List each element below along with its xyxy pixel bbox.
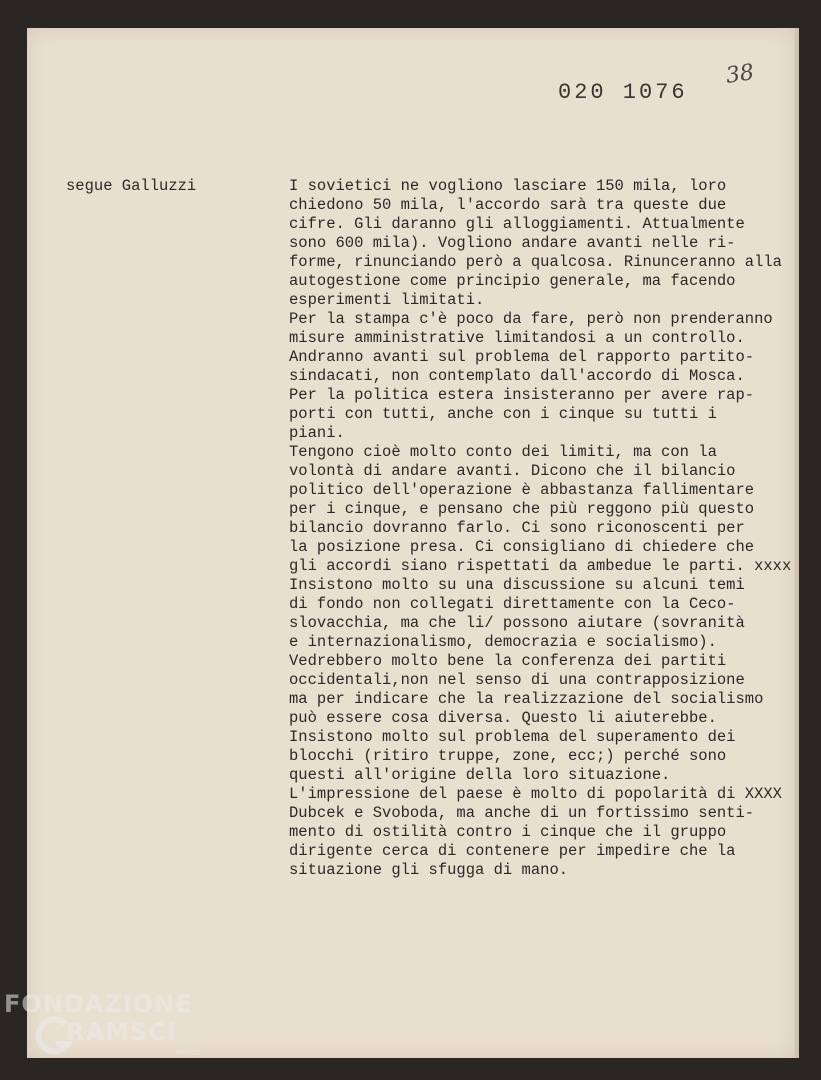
text-line: questi all'origine della loro situazione. [289, 766, 671, 784]
text-line: sindacati, non contemplato dall'accordo di Mosca. [289, 367, 745, 385]
text-line: bilancio dovranno farlo. Ci sono riconoscenti per [289, 519, 745, 537]
text-line: cifre. Gli daranno gli alloggiamenti. Attualmente [289, 215, 745, 233]
text-line: porti con tutti, anche con i cinque su tutti i [289, 405, 717, 423]
text-line: piani. [289, 424, 345, 442]
text-line: autogestione come principio generale, ma facendo [289, 272, 736, 290]
text-line: ma per indicare che la realizzazione del socialismo [289, 690, 764, 708]
reference-number: 020 1076 [558, 80, 688, 105]
text-line: blocchi (ritiro truppe, zone, ecc;) perché sono [289, 747, 727, 765]
text-line: la posizione presa. Ci consigliano di chiedere che [289, 538, 755, 556]
text-line: slovacchia, ma che li/ possono aiutare (sovranità [289, 614, 745, 632]
text-line: occidentali,non nel senso di una contrapposizione [289, 671, 745, 689]
text-line: di fondo non collegati direttamente con la Ceco- [289, 595, 736, 613]
fondazione-gramsci-watermark [4, 990, 214, 1070]
text-line: gli accordi siano rispettati da ambedue le parti. xxxx [289, 557, 792, 575]
text-line: dirigente cerca di contenere per impedire che la [289, 842, 736, 860]
text-line: Per la politica estera insisteranno per avere rap- [289, 386, 755, 404]
text-line: per i cinque, e pensano che più reggono più questo [289, 500, 755, 518]
handwritten-page-number: 38 [724, 60, 756, 89]
watermark-line1: FONDAZIONE [4, 990, 193, 1018]
text-line: forme, rinunciando però a qualcosa. Rinunceranno alla [289, 253, 782, 271]
watermark-suffix: onlus [176, 1048, 201, 1058]
text-line: esperimenti limitati. [289, 291, 485, 309]
body-text [289, 177, 794, 880]
text-line: volontà di andare avanti. Dicono che il bilancio [289, 462, 736, 480]
side-label: segue Galluzzi [66, 177, 197, 195]
text-line: chiedono 50 mila, l'accordo sarà tra queste due [289, 196, 727, 214]
text-line: misure amministrative limitandosi a un controllo. [289, 329, 745, 347]
text-line: sono 600 mila). Vogliono andare avanti nelle ri- [289, 234, 736, 252]
watermark-line2: RAMSCI [66, 1018, 177, 1046]
text-line: può essere cosa diversa. Questo li aiuterebbe. [289, 709, 717, 727]
text-line: Vedrebbero molto bene la conferenza dei partiti [289, 652, 727, 670]
text-line: mento di ostilità contro i cinque che il gruppo [289, 823, 727, 841]
text-line: Tengono cioè molto conto dei limiti, ma con la [289, 443, 717, 461]
text-line: e internazionalismo, democrazia e socialismo). [289, 633, 717, 651]
text-line: Andranno avanti sul problema del rapporto partito- [289, 348, 755, 366]
text-line: Dubcek e Svoboda, ma anche di un fortissimo senti- [289, 804, 755, 822]
text-line: Per la stampa c'è poco da fare, però non prenderanno [289, 310, 773, 328]
text-line: situazione gli sfugga di mano. [289, 861, 569, 879]
text-line: Insistono molto sul problema del superamento dei [289, 728, 736, 746]
text-line: politico dell'operazione è abbastanza fallimentare [289, 481, 755, 499]
text-line: L'impressione del paese è molto di popolarità di XXXX [289, 785, 782, 803]
text-line: I sovietici ne vogliono lasciare 150 mila, loro [289, 177, 727, 195]
page-edge [795, 28, 799, 1058]
text-line: Insistono molto su una discussione su alcuni temi [289, 576, 745, 594]
